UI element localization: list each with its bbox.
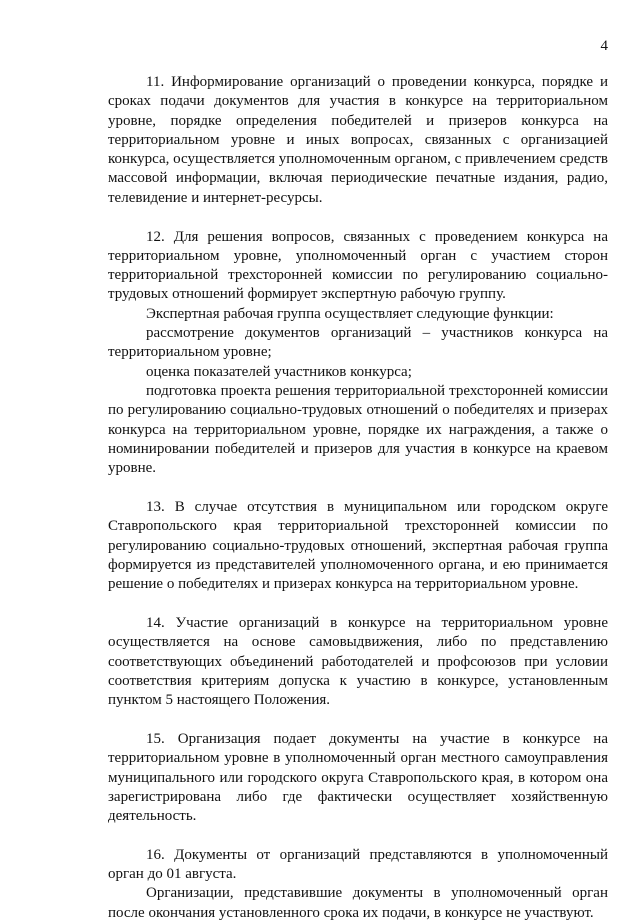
- paragraph-12-function-draft-decision: подготовка проекта решения территориальной трехсторонней комиссии по регулированию социально-трудовых отношений о победителях и призерах конкурса на территориальном уровне, порядке их награждения, а также о номинировании победителей и призеров для участия в конкурсе на краевом уровне.: [108, 382, 608, 477]
- paragraph-12-functions-intro: Экспертная рабочая группа осуществляет следующие функции:: [146, 305, 554, 322]
- paragraph-12-function-assessment: оценка показателей участников конкурса;: [146, 363, 412, 380]
- page-number: 4: [600, 38, 608, 54]
- document-body: [108, 73, 608, 923]
- paragraph-16-late-submission: Организации, представившие документы в уполномоченный орган после окончания установленного срока их подачи, в конкурсе не участвуют.: [108, 885, 608, 921]
- paragraph-11: 11. Информирование организаций о проведении конкурса, порядке и сроках подачи документов для участия в конкурсе на территориальном уровне, порядке определения победителей и призеров конкурса на территориальном уровне и иных вопросах, связанных с организацией конкурса, осуществляется уполномоченным органом, с привлечением средств массовой информации, включая периодические печатные издания, радио, телевидение и интернет-ресурсы.: [108, 74, 608, 206]
- paragraph-13: 13. В случае отсутствия в муниципальном или городском округе Ставропольского края территориальной трехсторонней комиссии по регулированию социально-трудовых отношений, экспертная рабочая группа формируется из представителей уполномоченного органа, и ею принимается решение о победителях и призерах конкурса на территориальном уровне.: [108, 498, 608, 593]
- paragraph-14: 14. Участие организаций в конкурсе на территориальном уровне осуществляется на основе самовыдвижения, либо по представлению соответствующих объединений работодателей и профсоюзов при условии соответствия критериям допуска к участию в конкурсе, установленным пунктом 5 настоящего Положения.: [108, 614, 608, 709]
- paragraph-12-function-review: рассмотрение документов организаций – участников конкурса на территориальном уровне;: [108, 325, 608, 361]
- paragraph-15: 15. Организация подает документы на участие в конкурсе на территориальном уровне в уполномоченный орган местного самоуправления муниципального или городского округа Ставропольского края, в котором она зарегистрирована либо где фактически осуществляет хозяйственную деятельность.: [108, 730, 608, 825]
- paragraph-16: 16. Документы от организаций представляются в уполномоченный орган до 01 августа.: [108, 846, 608, 883]
- paragraph-12: 12. Для решения вопросов, связанных с проведением конкурса на территориальном уровне, уполномоченный орган с участием сторон территориальной трехсторонней комиссии по регулированию социально-трудовых отношений формирует экспертную рабочую группу.: [108, 228, 608, 303]
